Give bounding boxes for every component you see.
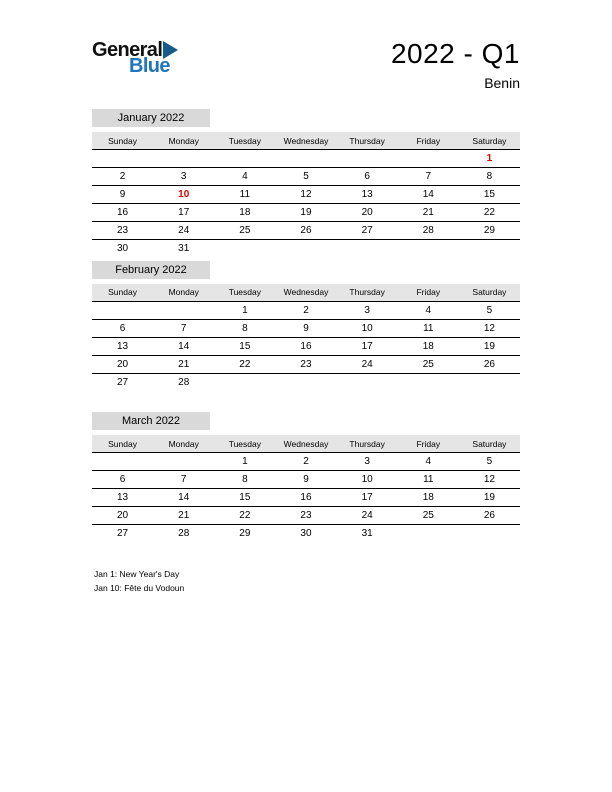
empty-cell [92, 453, 153, 471]
empty-cell [398, 525, 459, 543]
empty-cell [398, 240, 459, 258]
month-february-2022 [92, 260, 520, 412]
empty-cell [398, 373, 459, 391]
date-cell: 27 [92, 525, 153, 543]
day-header-row [92, 284, 520, 302]
day-header: Saturday [459, 435, 520, 453]
date-cell: 5 [459, 301, 520, 319]
date-cell: 6 [337, 168, 398, 186]
date-cell: 13 [92, 489, 153, 507]
date-cell: 31 [337, 525, 398, 543]
holiday-note: Jan 10: Fête du Vodoun [94, 583, 185, 594]
date-cell: 18 [214, 204, 275, 222]
week-row [92, 186, 520, 204]
date-cell: 14 [398, 186, 459, 204]
date-cell: 24 [153, 222, 214, 240]
week-row [92, 337, 520, 355]
date-cell: 2 [275, 301, 336, 319]
date-cell: 26 [459, 355, 520, 373]
week-row [92, 471, 520, 489]
date-cell: 14 [153, 489, 214, 507]
date-cell: 5 [459, 453, 520, 471]
empty-cell [337, 240, 398, 258]
empty-cell [398, 150, 459, 168]
date-cell: 10 [337, 319, 398, 337]
date-cell: 2 [275, 453, 336, 471]
day-header: Monday [153, 132, 214, 150]
empty-cell [92, 301, 153, 319]
date-cell: 9 [275, 319, 336, 337]
date-cell: 27 [92, 373, 153, 391]
day-header: Wednesday [275, 284, 336, 302]
date-cell: 1 [459, 150, 520, 168]
date-cell: 20 [92, 355, 153, 373]
date-cell: 16 [275, 489, 336, 507]
date-cell: 11 [214, 186, 275, 204]
day-header: Sunday [92, 435, 153, 453]
day-header: Friday [398, 132, 459, 150]
date-cell: 31 [153, 240, 214, 258]
week-row [92, 301, 520, 319]
date-cell: 19 [459, 489, 520, 507]
date-cell: 29 [459, 222, 520, 240]
day-header: Tuesday [214, 435, 275, 453]
date-cell: 12 [459, 319, 520, 337]
week-row [92, 319, 520, 337]
empty-cell [459, 373, 520, 391]
date-cell: 4 [398, 301, 459, 319]
date-cell: 29 [214, 525, 275, 543]
date-cell: 2 [92, 168, 153, 186]
date-cell: 15 [459, 186, 520, 204]
date-cell: 16 [275, 337, 336, 355]
week-row [92, 168, 520, 186]
month-title-february-2022: February 2022 [92, 261, 210, 279]
empty-cell [153, 453, 214, 471]
date-cell: 8 [214, 471, 275, 489]
date-cell: 30 [275, 525, 336, 543]
date-cell: 20 [337, 204, 398, 222]
holiday-notes [94, 567, 184, 596]
date-cell: 24 [337, 355, 398, 373]
empty-cell [459, 525, 520, 543]
date-cell: 22 [459, 204, 520, 222]
page-subtitle: Benin [484, 75, 520, 91]
day-header: Thursday [337, 284, 398, 302]
title-block [391, 38, 520, 91]
empty-cell [153, 301, 214, 319]
date-cell: 25 [398, 355, 459, 373]
page-title: 2022 - Q1 [390, 38, 520, 69]
date-cell: 22 [214, 507, 275, 525]
day-header: Friday [398, 435, 459, 453]
empty-cell [337, 373, 398, 391]
empty-cell [337, 150, 398, 168]
month-title-january-2022: January 2022 [92, 109, 210, 127]
day-header-row [92, 435, 520, 453]
date-cell: 6 [92, 471, 153, 489]
week-row [92, 204, 520, 222]
date-cell: 4 [398, 453, 459, 471]
date-cell: 10 [337, 471, 398, 489]
day-header: Thursday [337, 132, 398, 150]
date-cell: 17 [337, 489, 398, 507]
months-container [92, 108, 520, 563]
empty-cell [214, 373, 275, 391]
week-row [92, 373, 520, 391]
date-cell: 14 [153, 337, 214, 355]
day-header: Sunday [92, 132, 153, 150]
date-cell: 3 [337, 453, 398, 471]
week-row [92, 453, 520, 471]
month-table-february-2022 [92, 284, 520, 391]
day-header: Sunday [92, 284, 153, 302]
date-cell: 23 [92, 222, 153, 240]
week-row [92, 489, 520, 507]
month-january-2022 [92, 108, 520, 260]
date-cell: 7 [153, 319, 214, 337]
day-header: Monday [153, 284, 214, 302]
date-cell: 27 [337, 222, 398, 240]
day-header: Wednesday [275, 132, 336, 150]
date-cell: 28 [153, 525, 214, 543]
date-cell: 10 [153, 186, 214, 204]
date-cell: 1 [214, 301, 275, 319]
holiday-note: Jan 1: New Year's Day [94, 569, 180, 579]
day-header: Monday [153, 435, 214, 453]
date-cell: 21 [153, 355, 214, 373]
date-cell: 11 [398, 319, 459, 337]
date-cell: 7 [153, 471, 214, 489]
date-cell: 21 [398, 204, 459, 222]
week-row [92, 507, 520, 525]
date-cell: 11 [398, 471, 459, 489]
logo-text-general: General [92, 39, 163, 61]
date-cell: 8 [214, 319, 275, 337]
general-blue-logo [92, 40, 178, 76]
day-header: Saturday [459, 132, 520, 150]
empty-cell [92, 150, 153, 168]
date-cell: 15 [214, 337, 275, 355]
month-table-march-2022 [92, 435, 520, 542]
day-header: Saturday [459, 284, 520, 302]
empty-cell [275, 240, 336, 258]
page-header [92, 38, 520, 100]
date-cell: 30 [92, 240, 153, 258]
date-cell: 16 [92, 204, 153, 222]
empty-cell [275, 373, 336, 391]
date-cell: 6 [92, 319, 153, 337]
week-row [92, 240, 520, 258]
date-cell: 13 [92, 337, 153, 355]
date-cell: 9 [275, 471, 336, 489]
date-cell: 12 [275, 186, 336, 204]
date-cell: 26 [275, 222, 336, 240]
date-cell: 15 [214, 489, 275, 507]
date-cell: 23 [275, 507, 336, 525]
date-cell: 17 [337, 337, 398, 355]
date-cell: 26 [459, 507, 520, 525]
date-cell: 19 [459, 337, 520, 355]
date-cell: 21 [153, 507, 214, 525]
date-cell: 12 [459, 471, 520, 489]
date-cell: 9 [92, 186, 153, 204]
empty-cell [214, 240, 275, 258]
date-cell: 3 [337, 301, 398, 319]
empty-cell [459, 240, 520, 258]
day-header: Tuesday [214, 132, 275, 150]
date-cell: 7 [398, 168, 459, 186]
empty-cell [275, 150, 336, 168]
week-row [92, 222, 520, 240]
date-cell: 25 [398, 507, 459, 525]
month-march-2022 [92, 411, 520, 563]
date-cell: 24 [337, 507, 398, 525]
date-cell: 8 [459, 168, 520, 186]
day-header: Thursday [337, 435, 398, 453]
week-row [92, 150, 520, 168]
day-header: Wednesday [275, 435, 336, 453]
day-header-row [92, 132, 520, 150]
date-cell: 3 [153, 168, 214, 186]
week-row [92, 355, 520, 373]
date-cell: 25 [214, 222, 275, 240]
date-cell: 1 [214, 453, 275, 471]
logo-text-blue: Blue [129, 55, 170, 77]
empty-cell [153, 150, 214, 168]
date-cell: 18 [398, 337, 459, 355]
empty-cell [214, 150, 275, 168]
month-table-january-2022 [92, 132, 520, 257]
date-cell: 23 [275, 355, 336, 373]
date-cell: 28 [398, 222, 459, 240]
date-cell: 13 [337, 186, 398, 204]
date-cell: 22 [214, 355, 275, 373]
week-row [92, 525, 520, 543]
date-cell: 17 [153, 204, 214, 222]
date-cell: 28 [153, 373, 214, 391]
day-header: Friday [398, 284, 459, 302]
day-header: Tuesday [214, 284, 275, 302]
date-cell: 20 [92, 507, 153, 525]
date-cell: 19 [275, 204, 336, 222]
date-cell: 5 [275, 168, 336, 186]
date-cell: 4 [214, 168, 275, 186]
date-cell: 18 [398, 489, 459, 507]
month-title-march-2022: March 2022 [92, 412, 210, 430]
